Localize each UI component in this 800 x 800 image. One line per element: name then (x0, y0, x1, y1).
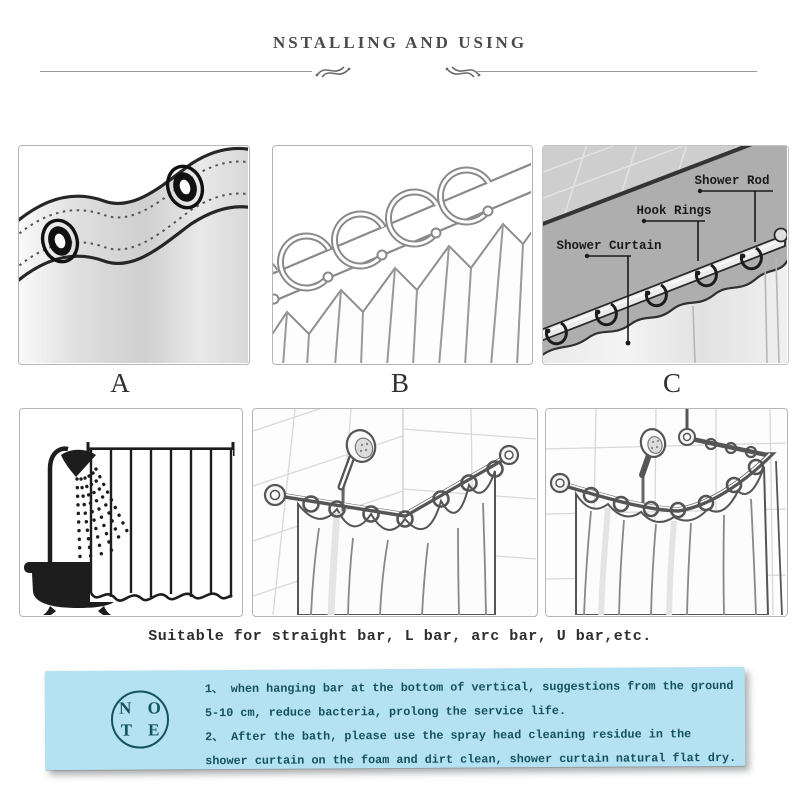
note-box (45, 667, 746, 770)
panel-bathtub-straight-rod (19, 408, 243, 617)
panel-b-hook-rings (272, 145, 533, 365)
figure-label-c: C (662, 368, 682, 398)
note-line: 2、 After the bath, please use the spray head cleaning residue in the (205, 727, 692, 745)
l-bar-figure (253, 409, 536, 615)
flourish-left-icon (314, 63, 356, 79)
note-line: 5-10 cm, reduce bacteria, prolong the service life. (204, 703, 567, 721)
bathtub-figure (20, 409, 241, 615)
grommet-curtain-figure (19, 146, 248, 363)
divider-line-left (40, 71, 312, 72)
rod-finial (775, 229, 788, 242)
page-title: NSTALLING AND USING (272, 33, 528, 52)
svg-text:Hook Rings: Hook Rings (636, 204, 712, 218)
note-line: 1、 when hanging bar at the bottom of vertical, suggestions from the ground (204, 678, 734, 697)
divider-line-right (477, 71, 757, 72)
shower-head-icon (50, 449, 96, 567)
hook-rings-figure (273, 146, 531, 363)
labeled-photo-figure (543, 146, 787, 363)
panel-c-labeled-photo (542, 145, 789, 365)
flourish-right-icon (440, 63, 482, 79)
decorative-divider (0, 63, 800, 79)
figure-label-a: A (110, 368, 130, 398)
svg-text:Shower Rod: Shower Rod (694, 174, 770, 188)
note-stamp (111, 690, 169, 748)
note-line: shower curtain on the foam and dirt clean, shower curtain natural flat dry. (205, 750, 737, 769)
panel-a-grommet-curtain (18, 145, 250, 365)
svg-text:Shower Curtain: Shower Curtain (556, 239, 662, 253)
suitability-caption: Suitable for straight bar, L bar, arc bar, U bar,etc. (148, 628, 652, 645)
panel-u-bar-rod (545, 408, 788, 617)
curtain-body (19, 148, 248, 363)
note-stamp-text: T E (120, 720, 166, 740)
note-stamp-text: N O (118, 698, 167, 718)
figure-label-b: B (390, 368, 410, 398)
u-bar-figure (546, 409, 786, 615)
curtain (90, 450, 233, 602)
note-text (205, 674, 751, 773)
panel-l-bar-rod (252, 408, 538, 617)
